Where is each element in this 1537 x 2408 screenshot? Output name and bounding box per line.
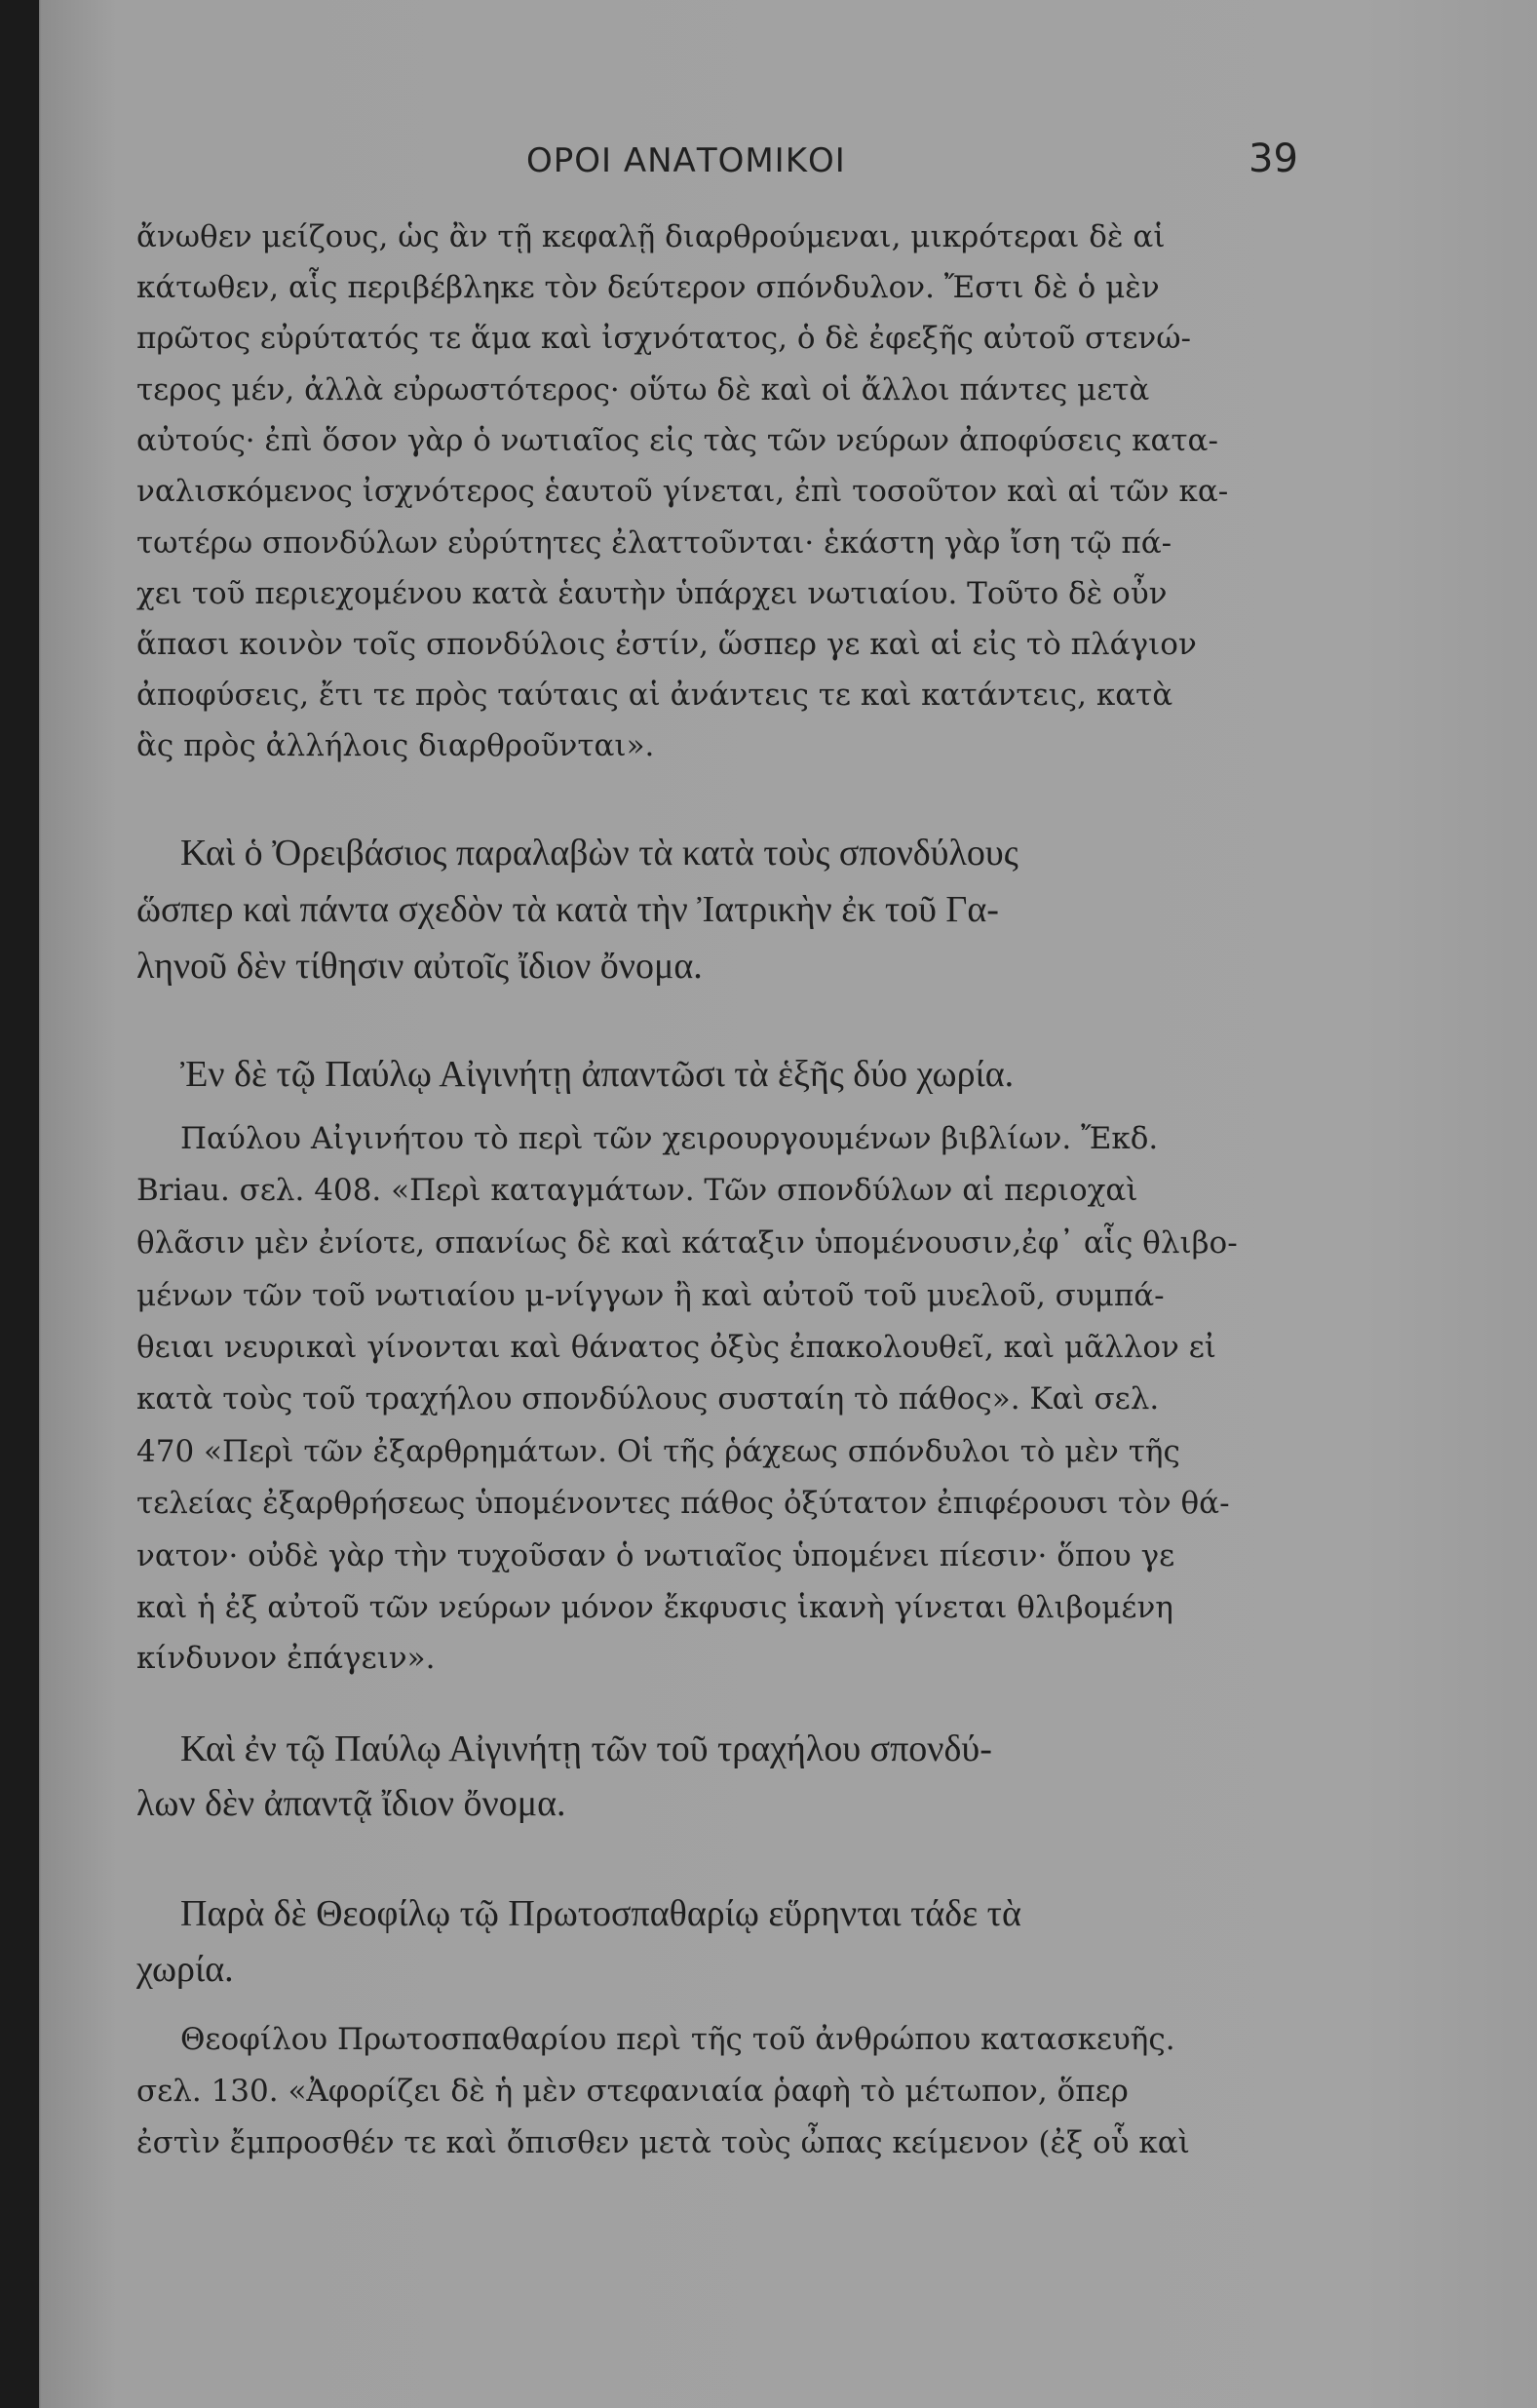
text-line: ἅπασι κοινὸν τοῖς σπονδύλοις ἐστίν, ὥσπερ γε καὶ αἱ εἰς τὸ πλάγιον: [136, 627, 1197, 662]
text-line: μένων τῶν τοῦ νωτιαίου μ-νίγγων ἢ καὶ αὐτοῦ τοῦ μυελοῦ, συμπά-: [136, 1278, 1165, 1313]
text-line: θειαι νευρικαὶ γίνονται καὶ θάνατος ὀξὺς ἐπακολουθεῖ, καὶ μᾶλλον εἰ: [136, 1330, 1216, 1365]
text-line: ἀποφύσεις, ἔτι τε πρὸς ταύταις αἱ ἀνάντεις τε καὶ κατάντεις, κατὰ: [136, 678, 1173, 713]
text-line: ληνοῦ δὲν τίθησιν αὐτοῖς ἴδιον ὄνομα.: [136, 946, 703, 987]
text-line: Briau. σελ. 408. «Περὶ καταγμάτων. Τῶν σπονδύλων αἱ περιοχαὶ: [136, 1173, 1138, 1208]
text-line: αὐτούς· ἐπὶ ὅσον γὰρ ὁ νωτιαῖος εἰς τὰς τῶν νεύρων ἀποφύσεις κατα-: [136, 423, 1218, 458]
page-number: 39: [1249, 136, 1298, 181]
binding-gutter: [0, 0, 39, 2408]
text-line: τωτέρω σπονδύλων εὐρύτητες ἐλαττοῦνται· ἑκάστη γὰρ ἴση τῷ πά-: [136, 525, 1172, 561]
running-header: ΟΡΟΙ ΑΝΑΤΟΜΙΚΟΙ: [526, 141, 846, 180]
text-line: ἃς πρὸς ἀλλήλοις διαρθροῦνται».: [136, 728, 655, 763]
text-line: 470 «Περὶ τῶν ἐξαρθρημάτων. Οἱ τῆς ῥάχεως σπόνδυλοι τὸ μὲν τῆς: [136, 1434, 1180, 1469]
text-line: Ἐν δὲ τῷ Παύλῳ Αἰγινήτῃ ἀπαντῶσι τὰ ἑξῆς δύο χωρία.: [180, 1054, 1015, 1095]
text-line: κάτωθεν, αἷς περιβέβληκε τὸν δεύτερον σπόνδυλον. Ἔστι δὲ ὁ μὲν: [136, 270, 1160, 305]
text-line: ναλισκόμενος ἰσχνότερος ἑαυτοῦ γίνεται, ἐπὶ τοσοῦτον καὶ αἱ τῶν κα-: [136, 474, 1229, 509]
text-line: καὶ ἡ ἐξ αὐτοῦ τῶν νεύρων μόνον ἔκφυσις ἱκανὴ γίνεται θλιβομένη: [136, 1590, 1173, 1625]
text-line: κατὰ τοὺς τοῦ τραχήλου σπονδύλους συσταίη τὸ πάθος». Καὶ σελ.: [136, 1381, 1160, 1417]
text-line: ὥσπερ καὶ πάντα σχεδὸν τὰ κατὰ τὴν Ἰατρικὴν ἐκ τοῦ Γα-: [136, 889, 999, 930]
text-line: χωρία.: [136, 1949, 234, 1990]
text-line: Θεοφίλου Πρωτοσπαθαρίου περὶ τῆς τοῦ ἀνθρώπου κατασκευῆς.: [180, 2022, 1175, 2057]
text-line: λων δὲν ἀπαντᾷ ἴδιον ὄνομα.: [136, 1783, 566, 1824]
text-line: σελ. 130. «Ἀφορίζει δὲ ἡ μὲν στεφανιαία ῥαφὴ τὸ μέτωπον, ὅπερ: [136, 2074, 1129, 2109]
text-line: πρῶτος εὐρύτατός τε ἅμα καὶ ἰσχνότατος, ὁ δὲ ἐφεξῆς αὐτοῦ στενώ-: [136, 321, 1192, 356]
text-line: νατον· οὐδὲ γὰρ τὴν τυχοῦσαν ὁ νωτιαῖος ὑπομένει πίεσιν· ὅπου γε: [136, 1538, 1175, 1573]
text-line: τελείας ἐξαρθρήσεως ὑπομένοντες πάθος ὀξύτατον ἐπιφέρουσι τὸν θά-: [136, 1486, 1230, 1521]
text-line: χει τοῦ περιεχομένου κατὰ ἑαυτὴν ὑπάρχει νωτιαίου. Τοῦτο δὲ οὖν: [136, 576, 1168, 611]
text-line: Καὶ ἐν τῷ Παύλῳ Αἰγινήτῃ τῶν τοῦ τραχήλου σπονδύ-: [180, 1728, 992, 1769]
text-line: Παύλου Αἰγινήτου τὸ περὶ τῶν χειρουργουμένων βιβλίων. Ἔκδ.: [180, 1121, 1159, 1156]
text-line: Καὶ ὁ Ὀρειβάσιος παραλαβὼν τὰ κατὰ τοὺς σπονδύλους: [180, 833, 1018, 874]
text-line: ἐστὶν ἔμπροσθέν τε καὶ ὄπισθεν μετὰ τοὺς ὦπας κείμενον (ἐξ οὗ καὶ: [136, 2125, 1190, 2160]
text-line: τερος μέν, ἀλλὰ εὐρωστότερος· οὕτω δὲ καὶ οἱ ἄλλοι πάντες μετὰ: [136, 372, 1150, 408]
text-line: ἄνωθεν μείζους, ὡς ἂν τῇ κεφαλῇ διαρθρούμεναι, μικρότεραι δὲ αἱ: [136, 219, 1166, 254]
text-line: Παρὰ δὲ Θεοφίλῳ τῷ Πρωτοσπαθαρίῳ εὕρηνται τάδε τὰ: [180, 1893, 1021, 1934]
text-line: κίνδυνον ἐπάγειν».: [136, 1641, 436, 1676]
text-line: θλᾶσιν μὲν ἐνίοτε, σπανίως δὲ καὶ κάταξιν ὑπομένουσιν,ἐφ᾽ αἷς θλιβο-: [136, 1225, 1238, 1261]
